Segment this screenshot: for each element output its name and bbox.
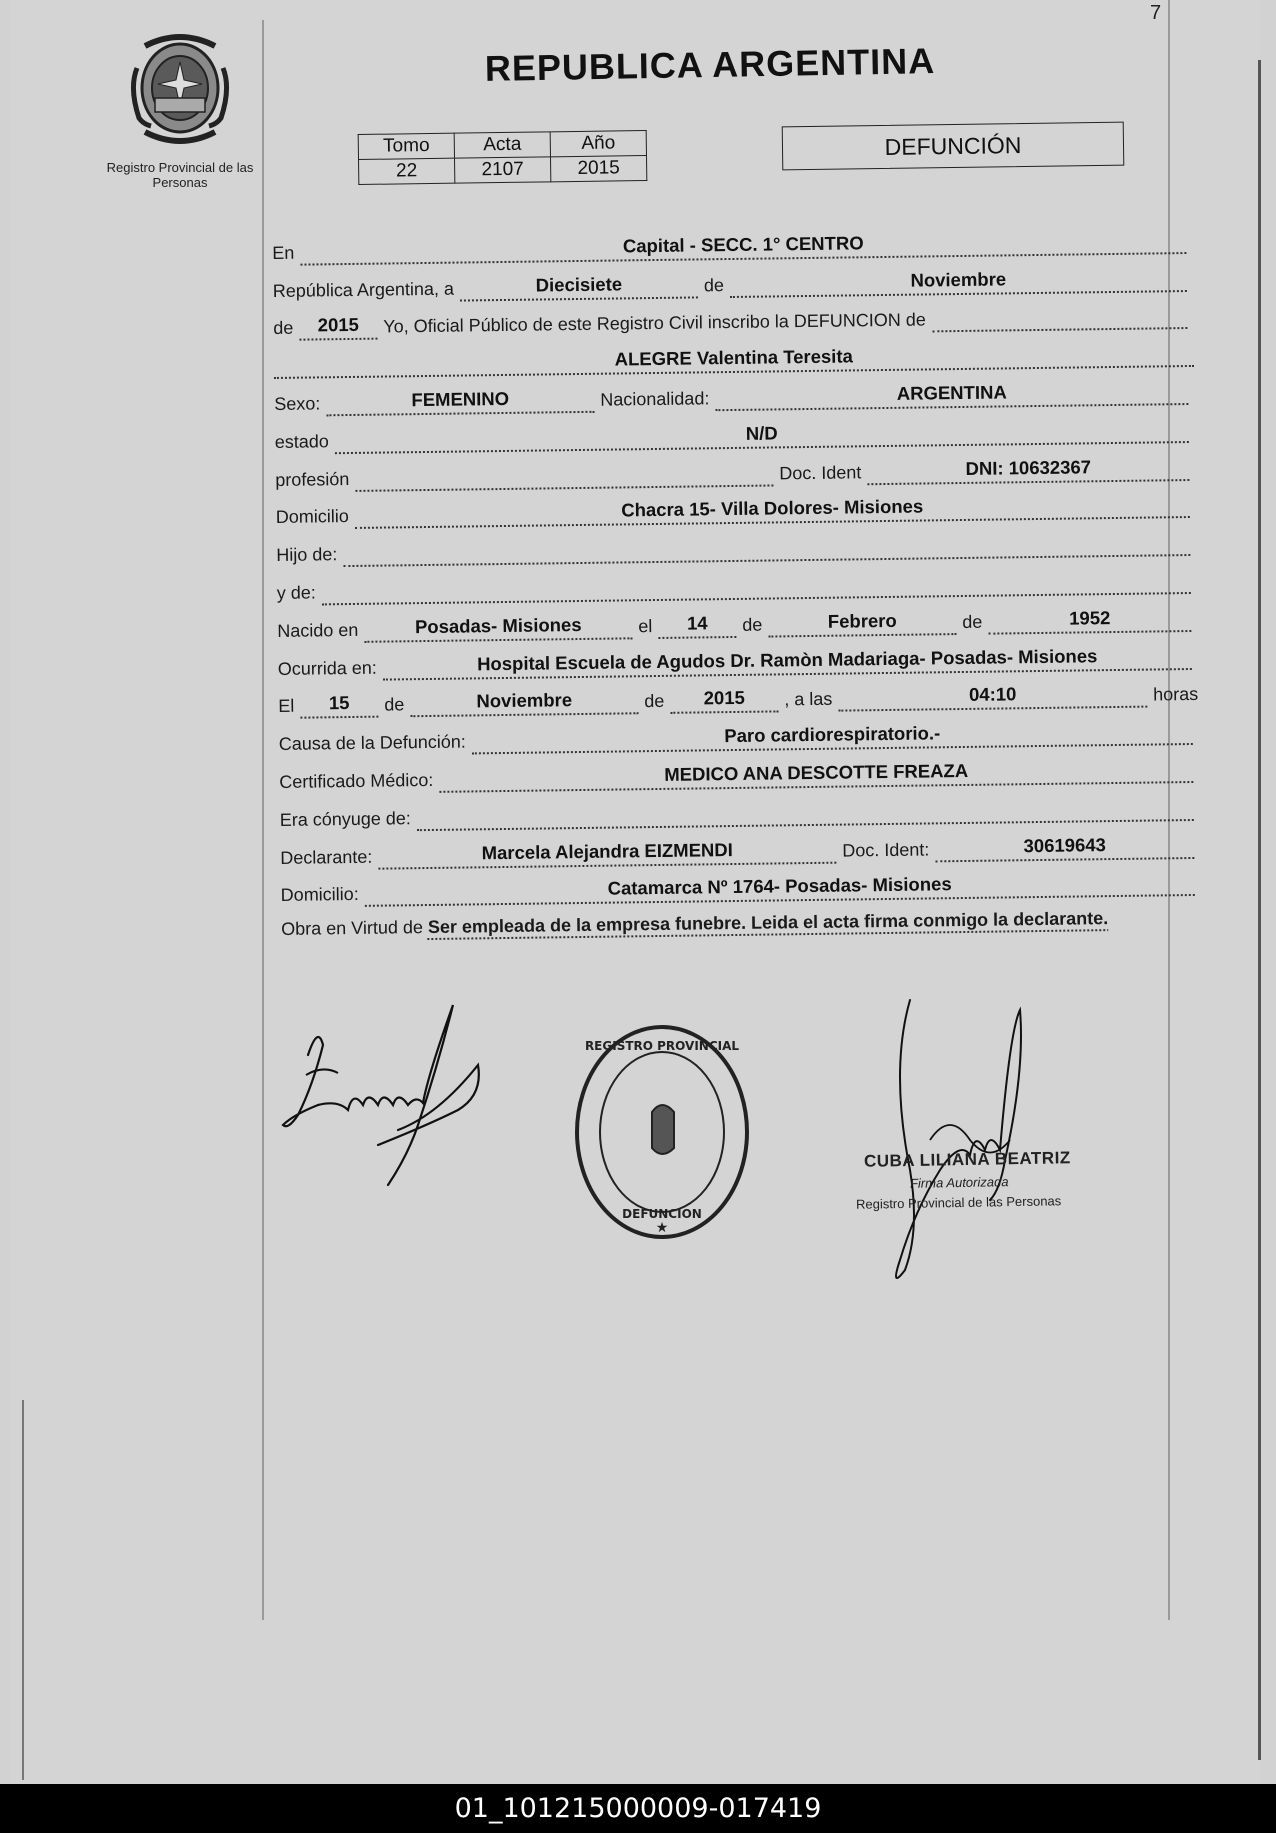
death-record-form	[272, 216, 1201, 946]
causa-value: Paro cardiorespiratorio.-	[472, 719, 1193, 754]
certificado-value: MEDICO ANA DESCOTTE FREAZA	[439, 757, 1193, 793]
oficial-text: Yo, Oficial Público de este Registro Civil inscribo la DEFUNCION de	[383, 309, 926, 337]
official-stamp	[570, 1020, 755, 1245]
death-day: 15	[300, 692, 378, 719]
El-label: El	[278, 696, 295, 717]
nacionalidad-value: ARGENTINA	[715, 379, 1188, 411]
alas-label: , a las	[784, 689, 833, 710]
left-edge-line	[22, 1400, 24, 1780]
official-registry: Registro Provincial de las Personas	[855, 1193, 1062, 1212]
estado-value: N/D	[335, 417, 1189, 454]
death-year: 2015	[670, 687, 778, 714]
en-label: En	[272, 242, 295, 263]
acta-value: 2107	[455, 157, 551, 183]
death-time: 04:10	[838, 682, 1147, 712]
nacido-month: Febrero	[768, 609, 956, 637]
anio-value: 2015	[550, 155, 646, 181]
decl-domicilio-value: Catamarca Nº 1764- Posadas- Misiones	[365, 870, 1195, 907]
obra-label: Obra en Virtud de	[281, 917, 424, 940]
republica-label: República Argentina, a	[272, 278, 455, 301]
decl-doc-label: Doc. Ident:	[842, 838, 930, 861]
en-value: Capital - SECC. 1° CENTRO	[300, 228, 1186, 266]
nacionalidad-label: Nacionalidad:	[600, 388, 710, 410]
document-type-box: DEFUNCIÓN	[782, 122, 1125, 171]
page-number: 7	[1150, 2, 1162, 24]
nacido-label: Nacido en	[277, 619, 359, 641]
left-margin-line	[262, 20, 264, 1620]
de-label: de	[384, 694, 405, 715]
profesion-label: profesión	[275, 468, 350, 490]
day-value: Diecisiete	[460, 272, 698, 301]
declarante-label: Declarante:	[280, 846, 373, 868]
official-name: CUBA LILIANA BEATRIZ	[863, 1148, 1071, 1171]
nacido-day: 14	[658, 612, 736, 639]
doc-ident-label: Doc. Ident	[779, 461, 862, 483]
record-reference-table	[358, 130, 648, 185]
estado-label: estado	[274, 431, 329, 452]
certificado-label: Certificado Médico:	[279, 769, 434, 792]
tomo-label: Tomo	[358, 133, 454, 159]
tomo-value: 22	[359, 158, 455, 184]
death-month: Noviembre	[410, 689, 638, 718]
province-coat-of-arms-logo	[125, 28, 235, 148]
sexo-label: Sexo:	[274, 393, 321, 414]
de-label: de	[703, 274, 725, 295]
de-label: de	[962, 611, 983, 632]
de-label: de	[644, 691, 665, 712]
declarant-signature	[278, 995, 508, 1195]
registry-name: Registro Provincial de las Personas	[106, 160, 254, 190]
declarante-value: Marcela Alejandra EIZMENDI	[378, 837, 836, 869]
de-label: de	[273, 318, 294, 339]
yde-label: y de:	[276, 582, 316, 603]
de-label: de	[742, 614, 763, 635]
svg-text:DEFUNCION: DEFUNCION	[622, 1207, 702, 1221]
conyuge-label: Era cónyuge de:	[279, 807, 411, 830]
official-role: Firma Autorizada	[909, 1174, 1009, 1191]
el-label: el	[638, 615, 653, 637]
deceased-name: ALEGRE Valentina Teresita	[274, 341, 1194, 379]
ocurrida-value: Hospital Escuela de Agudos Dr. Ramòn Madariaga- Posadas- Misiones	[383, 644, 1192, 681]
nacido-year: 1952	[988, 606, 1191, 635]
causa-label: Causa de la Defunción:	[278, 731, 466, 755]
acta-label: Acta	[454, 132, 550, 158]
decl-doc-value: 30619643	[935, 833, 1194, 862]
svg-text:★: ★	[655, 1220, 669, 1236]
nacido-place: Posadas- Misiones	[364, 613, 632, 643]
official-signature	[850, 990, 1110, 1290]
decl-domicilio-label: Domicilio:	[280, 884, 359, 906]
horas-label: horas	[1153, 684, 1199, 705]
obra-value: Ser empleada de la empresa funebre. Leida el acta firma conmigo la declarante.	[427, 908, 1109, 938]
svg-text:REGISTRO PROVINCIAL: REGISTRO PROVINCIAL	[584, 1039, 740, 1053]
country-title: REPUBLICA ARGENTINA	[484, 40, 936, 89]
domicilio-value: Chacra 15- Villa Dolores- Misiones	[355, 492, 1190, 529]
ocurrida-label: Ocurrida en:	[277, 657, 377, 679]
hijo-label: Hijo de:	[276, 544, 338, 566]
sexo-value: FEMENINO	[326, 387, 594, 417]
month-value: Noviembre	[730, 266, 1187, 298]
year-value: 2015	[299, 314, 377, 341]
footer-document-id: 01_101215000009-017419	[0, 1784, 1276, 1833]
doc-ident-value: DNI: 10632367	[867, 455, 1189, 485]
page-edge-line	[1258, 60, 1261, 1760]
domicilio-label: Domicilio	[275, 506, 349, 528]
anio-label: Año	[550, 130, 646, 156]
